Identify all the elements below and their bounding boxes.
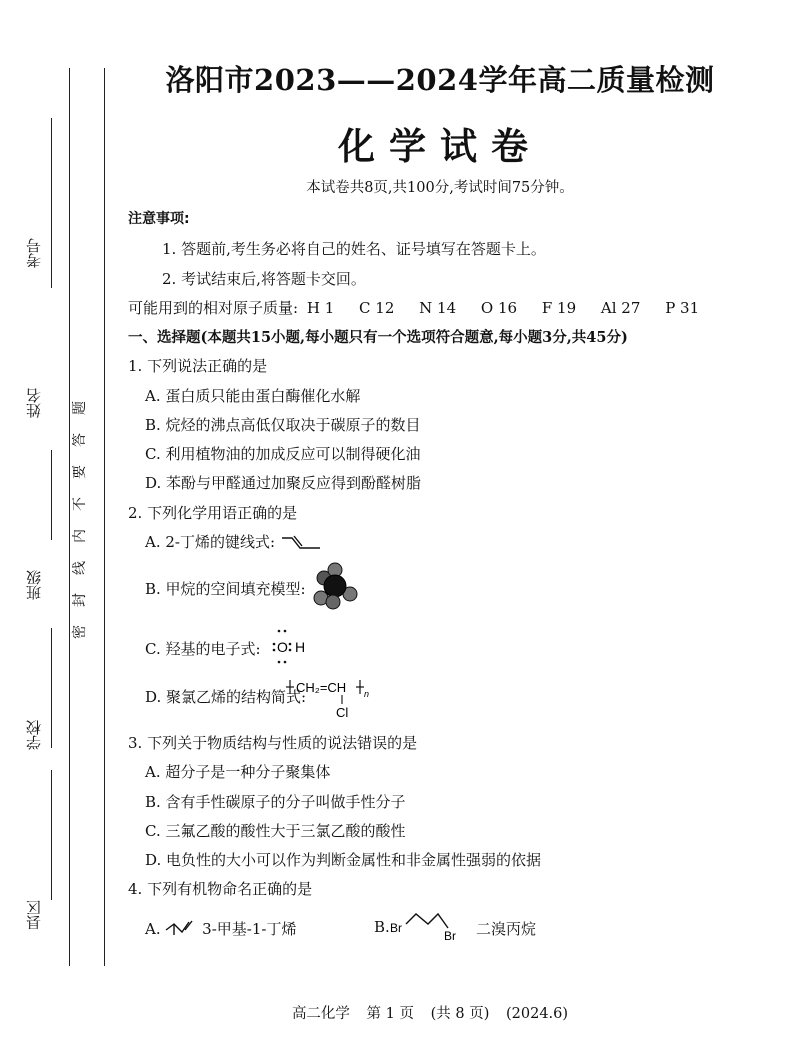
option-d: D. 苯酚与甲醛通过加聚反应得到酚醛树脂 (145, 474, 422, 492)
page-footer (250, 1002, 610, 1023)
option-a: A. 蛋白质只能由蛋白酶催化水解 (145, 387, 361, 405)
option-name: 3-甲基-1-丁烯 (202, 920, 297, 938)
option-letter: A. (145, 920, 161, 938)
formula-atom-o: O (277, 639, 288, 655)
question-stem: 3. 下列关于物质结构与性质的说法错误的是 (128, 734, 418, 752)
atomic-mass: Al 27 (600, 299, 641, 317)
formula-atom-br: Br (444, 929, 456, 942)
question-stem: 1. 下列说法正确的是 (128, 357, 268, 375)
field-label: 考号 (25, 238, 43, 268)
option-name: 二溴丙烷 (476, 920, 537, 938)
option-b: B. 烷烃的沸点高低仅取决于碳原子的数目 (145, 416, 421, 434)
binding-line-outer (69, 68, 70, 966)
option-c: C. 利用植物油的加成反应可以制得硬化油 (145, 445, 421, 463)
seal-char: 密 (72, 625, 88, 639)
option-a (145, 918, 296, 939)
field-label: 学校 (25, 720, 43, 750)
methane-space-filling-model (310, 562, 360, 610)
exam-title: 洛阳市2023——2024学年高二质量检测 (165, 63, 715, 97)
option-b (374, 918, 390, 936)
binding-line-inner (104, 68, 105, 966)
notice-heading: 注意事项: (128, 211, 190, 227)
formula-subscript-n: n (364, 689, 370, 699)
formula-atom-cl: Cl (336, 705, 349, 720)
fill-in-line[interactable] (51, 770, 52, 900)
hydroxyl-electron-formula (270, 626, 320, 666)
field-label: 县区 (25, 900, 43, 930)
option-b (145, 578, 306, 599)
seal-char: 内 (72, 529, 88, 543)
methylbutene-skeletal-formula (165, 920, 197, 938)
fill-in-line[interactable] (51, 450, 52, 540)
section-heading: 一、选择题(本题共15小题,每小题只有一个选项符合题意,每小题3分,共45分) (128, 329, 628, 346)
notice-item: 2. 考试结束后,将答题卡交回。 (162, 270, 366, 288)
option-d: D. 电负性的大小可以作为判断金属性和非金属性强弱的依据 (145, 851, 542, 869)
subject-title: 化学试卷 (338, 124, 542, 168)
field-name (18, 350, 58, 480)
atomic-mass: H 1 (306, 299, 335, 317)
question-stem: 4. 下列有机物命名正确的是 (128, 880, 313, 898)
notice-item: 1. 答题前,考生务必将自己的姓名、证号填写在答题卡上。 (162, 240, 546, 258)
atomic-mass: C 12 (359, 299, 395, 317)
option-text: D. 聚氯乙烯的结构简式: (145, 688, 307, 706)
footer-subject: 高二化学 (291, 1006, 350, 1022)
formula-repeat-unit: CH₂=CH (296, 680, 347, 695)
field-exam-number (18, 118, 58, 293)
footer-page: 第 1 页 (366, 1006, 414, 1022)
seal-line-notice (72, 392, 97, 648)
atomic-mass: F 19 (541, 299, 577, 317)
option-text: B. 甲烷的空间填充模型: (145, 580, 306, 598)
option-b: B. 含有手性碳原子的分子叫做手性分子 (145, 793, 406, 811)
option-c: C. 三氟乙酸的酸性大于三氯乙酸的酸性 (145, 822, 406, 840)
option-letter: B. (374, 918, 390, 936)
field-district (18, 900, 58, 950)
atomic-masses-label: 可能用到的相对原子质量: (128, 299, 299, 317)
option-d (145, 686, 306, 707)
footer-total: (共 8 页) (430, 1006, 490, 1022)
option-a (145, 531, 324, 552)
formula-atom-br: Br (390, 921, 402, 935)
seal-char: 不 (72, 497, 88, 511)
option-text: C. 羟基的电子式: (145, 640, 261, 658)
question-stem: 2. 下列化学用语正确的是 (128, 504, 298, 522)
seal-char: 题 (72, 401, 88, 415)
butene-skeletal-formula (280, 534, 324, 550)
seal-char: 线 (72, 561, 88, 575)
option-c (145, 638, 261, 659)
option-text: A. 2-丁烯的键线式: (145, 533, 276, 551)
field-class (18, 540, 58, 690)
seal-char: 答 (72, 433, 88, 447)
field-label: 姓名 (25, 388, 43, 418)
pvc-structural-formula (284, 676, 374, 720)
paper-info: 本试卷共8页,共100分,考试时间75分钟。 (306, 180, 574, 196)
option-a: A. 超分子是一种分子聚集体 (145, 763, 331, 781)
atomic-mass: N 14 (419, 299, 457, 317)
formula-atom-h: H (295, 639, 306, 655)
atomic-mass: O 16 (480, 299, 518, 317)
atomic-mass: P 31 (665, 299, 700, 317)
fill-in-line[interactable] (51, 118, 52, 288)
field-school (18, 720, 58, 780)
seal-char: 封 (72, 593, 88, 607)
seal-char: 要 (72, 465, 88, 479)
field-label: 班级 (25, 570, 43, 600)
footer-date: (2024.6) (505, 1006, 569, 1022)
atomic-masses (128, 297, 719, 318)
dibromopropane-skeletal-formula (390, 910, 466, 942)
